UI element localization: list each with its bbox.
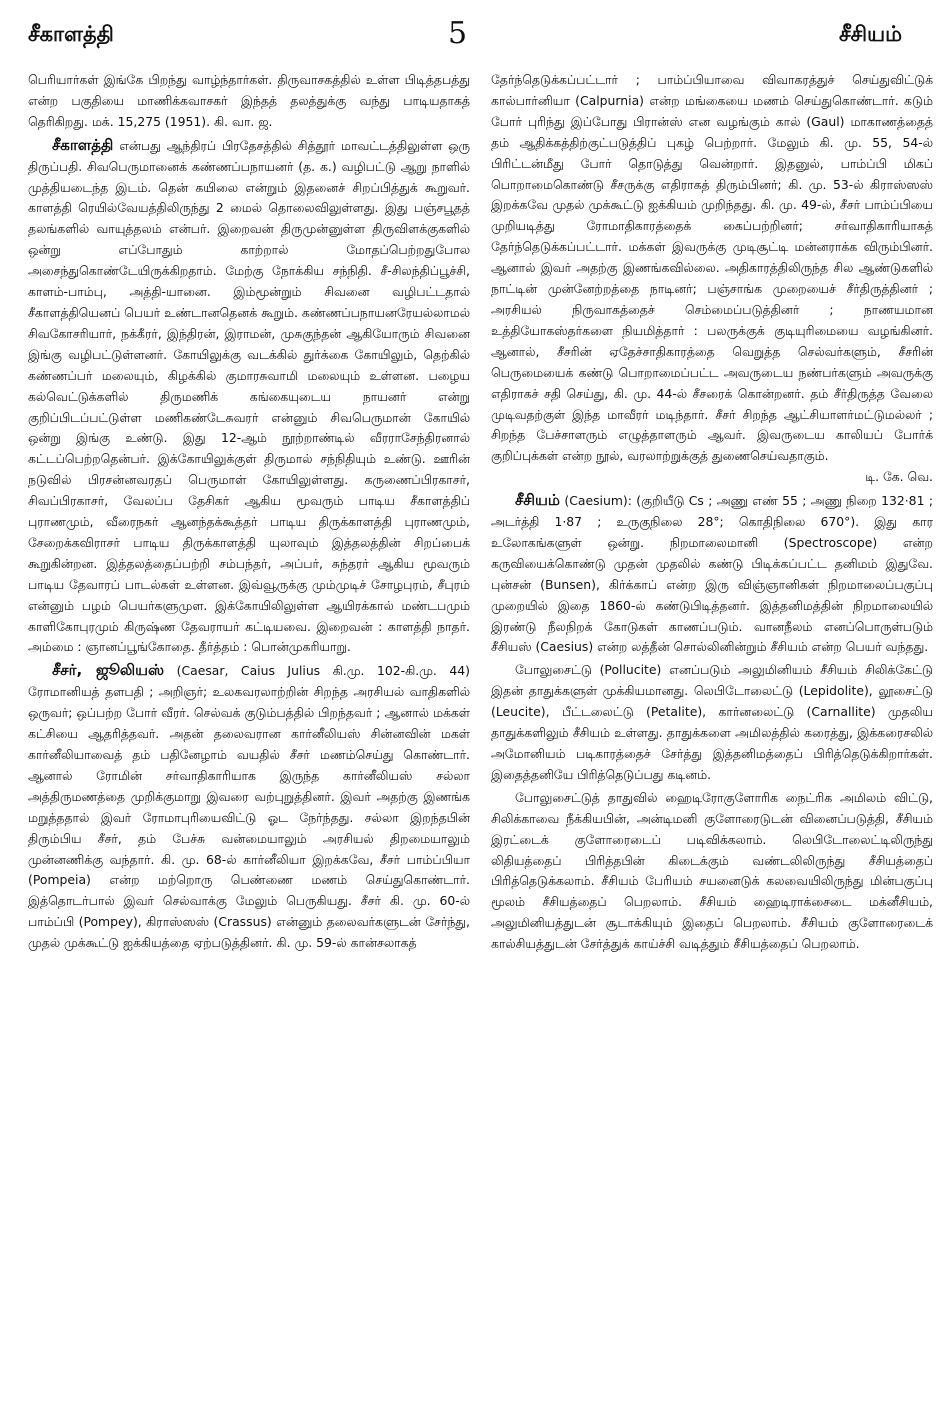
paragraph-text: போலுசைட்டுத் தாதுவில் ஹைடிரோகுளோரிக நைட்ரிக அமிலம் விட்டு, சிலிக்காவை நீக்கியபின், அன்டிமனி குளோரைடுடன் வினைப்படுத்தி, சீசியம் இரட்டைக் குளோரைடைப் படிவிக்கலாம். லெபிடோலைட்டிலிருந்து லிதியத்தைப் பிரித்தபின் கிடைக்கும் வண்டலிலிருந்து சீசியத்தைப் பிரித்தெடுக்கலாம். சீசியம் பேரியம் சயனைடுக் கலவையிலிருந்து மின்பகுப்பு மூலம் சீசியத்தைப் பெறலாம். சீசியம் ஹைடிராக்சைடை மக்னீசியம், அலுமினியத்துடன் சூடாக்கியும் இதைப் பெறலாம். சீசியம் குளோரைடைக் கால்சியத்துடன் சேர்த்துக் காய்ச்சி வடித்தும் சீசியத்தைப் பெறலாம். bbox=[491, 789, 933, 952]
paragraph-caesium-sources bbox=[491, 660, 933, 785]
entry-caesium bbox=[491, 490, 933, 658]
entry-headword: சீகாளத்தி bbox=[52, 135, 114, 154]
paragraph-continuation bbox=[28, 70, 470, 133]
author-signature: டி. கே. வெ. bbox=[865, 469, 933, 485]
paragraph-text: போலுசைட்டு (Pollucite) எனப்படும் அலுமினியம் சீசியம் சிலிக்கேட்டு இதன் தாதுக்களுள் முக்கியமானது. லெபிடோலைட்டு (Lepidolite), லூசைட்டு (Leucite), பீட்டலைட்டு (Petalite), கார்னலைட்டு (Carnallite) முதலிய தாதுக்களிலும் சீசியம் உள்ளது. தாதுக்களை அமிலத்தில் கரைத்து, இக்கரைசலில் அமோனியம் படிகாரத்தைச் சேர்த்து இத்தனிமத்தைப் பிரித்தெடுக்கிறார்கள். இதைத்தனியே பிரித்தெடுப்பது கடினம். bbox=[491, 662, 933, 782]
entry-headword: சீசியம் bbox=[515, 491, 560, 510]
paragraph-caesium-extraction bbox=[491, 788, 933, 955]
left-guideword: சீகாளத்தி bbox=[28, 22, 114, 46]
page-number: 5 bbox=[448, 16, 468, 51]
entry-srikalahasti bbox=[28, 135, 470, 659]
right-column bbox=[491, 70, 933, 1410]
paragraph-text: பெரியார்கள் இங்கே பிறந்து வாழ்ந்தார்கள். திருவாசகத்தில் உள்ள பிடித்தபத்து என்ற பகுதியை மாணிக்கவாசகர் இந்தத் தலத்துக்கு வந்து பாடியதாகத் தெரிகிறது. மக். 15,275 (1951). கி. வா. ஜ. bbox=[28, 72, 470, 129]
entry-headword: சீசர், ஜூலியஸ் bbox=[52, 661, 165, 680]
paragraph-continuation bbox=[491, 70, 933, 488]
entry-julius-caesar bbox=[28, 660, 470, 954]
page-header bbox=[0, 0, 940, 60]
entry-text: (Caesar, Caius Julius கி.மு. 102-கி.மு. 44) ரோமானியத் தளபதி ; அறிஞர்; உலகவரலாற்றின் சிறந்த அரசியல் வாதிகளில் ஒருவர்; ஒப்பற்ற போர் வீரர். செல்வக் குடும்பத்தில் பிறந்தவர் ; ஆனால் மக்கள் கட்சியை ஆதரித்தவர். அதன் தலைவரான கார்னீலியஸ் சின்னவின் மகள் கார்னீலியாவைத் தம் பதினேழாம் வயதில் சீசர் மணம்செய்து கொண்டார். ஆனால் ரோமின் சர்வாதிகாரியாக இருந்த கார்னீலியஸ் சல்லா அத்திருமணத்தை முறிக்குமாறு இவரை வற்புறுத்தினர். இவர் அதற்கு இணங்க மறுத்ததால் இவர் ரோமாபுரியைவிட்டு ஓட நேர்ந்தது. சல்லா இறந்தபின் திரும்பிய சீசர், தம் பேச்சு வன்மையாலும் அரசியல் திறமையாலும் முன்னணிக்கு வந்தார். கி. மு. 68-ல் கார்னீலியா இறக்கவே, சீசர் பாம்ப்பியா (Pompeia) என்ற மற்றொரு பெண்ணை மணம் செய்துகொண்டார். இத்தொடர்பால் இவர் செல்வாக்கு மேலும் பெருகியது. சீசர் கி. மு. 60-ல் பாம்ப்பி (Pompey), கிராஸ்ஸஸ் (Crassus) என்னும் தலைவர்களுடன் சேர்ந்து, முதல் முக்கூட்டு ஐக்கியத்தை ஏற்படுத்தினர். கி. மு. 59-ல் கான்சலாகத் bbox=[28, 663, 470, 951]
left-column bbox=[28, 70, 470, 1410]
paragraph-text: தேர்ந்தெடுக்கப்பட்டார் ; பாம்ப்பியாவை விவாகரத்துச் செய்துவிட்டுக் கால்பார்னியா (Calpurnia) என்ற மங்கையை மணம் செய்துகொண்டார். கடும் போர் புரிந்து இப்போது பிரான்ஸ் என வழங்கும் கால் (Gaul) மாகாணத்தைத் தம் ஆதிக்கத்திற்குட்படுத்திப் புகழ் பெற்றார். மேலும் கி. மு. 55, 54-ல் பிரிட்டன்மீது போர் தொடுத்து வென்றார். இதனுல், பாம்ப்பி மிகப் பொறாமைகொண்டு சீசருக்கு எதிராகத் திரும்பினர்; கி. மு. 53-ல் கிராஸ்ஸஸ் இறக்கவே முதல் முக்கூட்டு ஐக்கியம் முறிந்தது. கி. மு. 49-ல், சீசர் பாம்ப்பியை முறியடித்து ரோமாதிகாரத்தைக் கைப்பற்றினர்; சர்வாதிகாரியாகத் தேர்ந்தெடுக்கப்பட்டார். மக்கள் இவருக்கு முடிசூட்டி மன்னராக்க விரும்பினர். ஆனால் இவர் அதற்கு இணங்கவில்லை. அதிகாரத்திலிருந்த சில ஆண்டுகளில் நாட்டின் முன்னேற்றத்தை நாடினர்; பஞ்சாங்க முறையைச் சீர்திருத்தினர் ; அரசியல் நிருவாகத்தைச் செம்மைப்படுத்தினர் ; நாணயமான உத்தியோகஸ்தர்களை நியமித்தார் : பலருக்குக் குடியுரிமையை வழங்கினர். ஆனால், சீசரின் ஏதேச்சாதிகாரத்தை வெறுத்த செல்வர்களும், சீசரின் பெருமையைக் கண்டு பொறாமைப்பட்ட அவருடைய நண்பர்களும் அவருக்கு எதிராகச் சதி செய்து, கி. மு. 44-ல் சீசரைக் கொன்றனர். தம் சீர்திருத்த வேலை முடிவதற்குள் இந்த மாவீரர் மடிந்தார். சீசர் சிறந்த ஆட்சியாளர்மட்டுமல்லர் ; சிறந்த பேச்சாளரும் எழுத்தாளரும் ஆவர். இவருடைய காலியப் போர்க் குறிப்புக்கள் என்ற நூல், வரலாற்றுக்குத் துணைசெய்வதாகும். bbox=[491, 72, 933, 464]
entry-text: என்பது ஆந்திரப் பிரதேசத்தில் சித்தூர் மாவட்டத்திலுள்ள ஒரு திருப்பதி. சிவபெருமானைக் கண்ணப்பநாயனர் (த. க.) வழிபட்டு ஆறு நாளில் முத்தியடைந்த இடம். தென் கயிலை என்றும் இதனைச் சிறப்பித்துக் கூறுவர். காளத்தி ரெயில்வேயத்திலிருந்து 2 மைல் தொலைவிலுள்ளது. இது பஞ்சபூதத் தலங்களில் வாயுத்தலம் என்பர். இறைவன் திருமுன்னுள்ள திருவிளக்குகளில் ஒன்று எப்போதும் காற்றால் மோதப்பெற்றதுபோல அசைந்துகொண்டேயிருக்கிறதாம். மேற்கு நோக்கிய சந்நிதி. சீ-சிலந்திப்பூச்சி, காளம்-பாம்பு, அத்தி-யானை. இம்மூன்றும் சிவனை வழிபட்டதால் சீகாளத்தியெனப் பெயர் உண்டானதெனக் கூறும். கண்ணப்பநாயனரேயல்லாமல் சிவகோசரியார், நக்கீரர், இந்திரன், இராமன், முசுகுந்தன் ஆகியோரும் சிவனை இங்கு வழிபட்டுள்ளனர். கோயிலுக்கு வடக்கில் துர்க்கை கோயிலும், தெற்கில் கண்ணப்பர் மலையும், கிழக்கில் குமாரசுவாமி மலையும் உள்ளன. பழைய கல்வெட்டுக்களில் திருமணிக் கங்கையுடைய நாயனர் என்று குறிப்பிடப்பட்டுள்ள மணிகண்டேசுவரர் என்னும் சிவபெருமான் கோயில் ஒன்று இங்கு உண்டு. இது 12-ஆம் நூற்றாண்டில் வீரராசேந்திரனால் கட்டப்பெற்றதென்பர். இக்கோயிலுக்குள் திருமால் சந்நிதியும் உண்டு. ஊரின் நடுவில் பிரசன்னவரதப் பெருமாள் கோயிலுள்ளது. கருணைப்பிரகாசர், சிவப்பிரகாசர், வேலப்ப தேசிகர் ஆகிய மூவரும் பாடிய சீகாளத்திப் புராணமும், வீரைநகர் ஆனந்தக்கூத்தர் பாடிய திருக்காளத்தி புராணமும், சேறைக்கவிராசர் பாடிய திருக்காளத்தி யுலாவும் இத்தலத்தின் சிறப்பைக் கூறுகின்றன. இத்தலத்தைப்பற்றி சம்பந்தர், அப்பர், சுந்தரர் ஆகிய மூவரும் பாடிய தேவாரப் பாடல்கள் உள்ளன. இவ்வூருக்கு மும்முடிச் சோழபுரம், சீபுரம் என்னும் பழம் பெயர்களுமுள. இக்கோயிலிலுள்ள ஆயிரக்கால் மண்டபமும் காளிகோபுரமும் கிருஷ்ண தேவராயர் கட்டியவை. இறைவன் : காளத்தி நாதர். அம்மை : ஞானப்பூங்கோதை. தீர்த்தம் : பொன்முகரியாறு. bbox=[28, 137, 470, 655]
right-guideword: சீசியம் bbox=[839, 22, 902, 46]
entry-text: (Caesium): (குறியீடு Cs ; அணு எண் 55 ; அணு நிறை 132·81 ; அடர்த்தி 1·87 ; உருகுநிலை 28°; கொதிநிலை 670°). இது கார உலோகங்களுள் ஒன்று. நிறமாலைமானி (Spectroscope) என்ற கருவியைக்கொண்டு முதன் முதலில் கண்டு பிடிக்கப்பட்ட தனிமம் இதுவே. புன்சன் (Bunsen), கிர்க்காப் என்ற இரு விஞ்ஞானிகள் நிறமாலைப்பகுப்பு முறையில் இதை 1860-ல் கண்டுபிடித்தனர். இத்தனிமத்தின் நிறமாலையில் இரண்டு நீலநிறக் கோடுகள் காணப்படும். வானநீலம் எனப்பொருள்படும் சீசியஸ் (Caesius) என்ற லத்தீன் சொல்லினின்றும் சீசியம் என்ற பெயர் வந்தது. bbox=[491, 493, 933, 655]
